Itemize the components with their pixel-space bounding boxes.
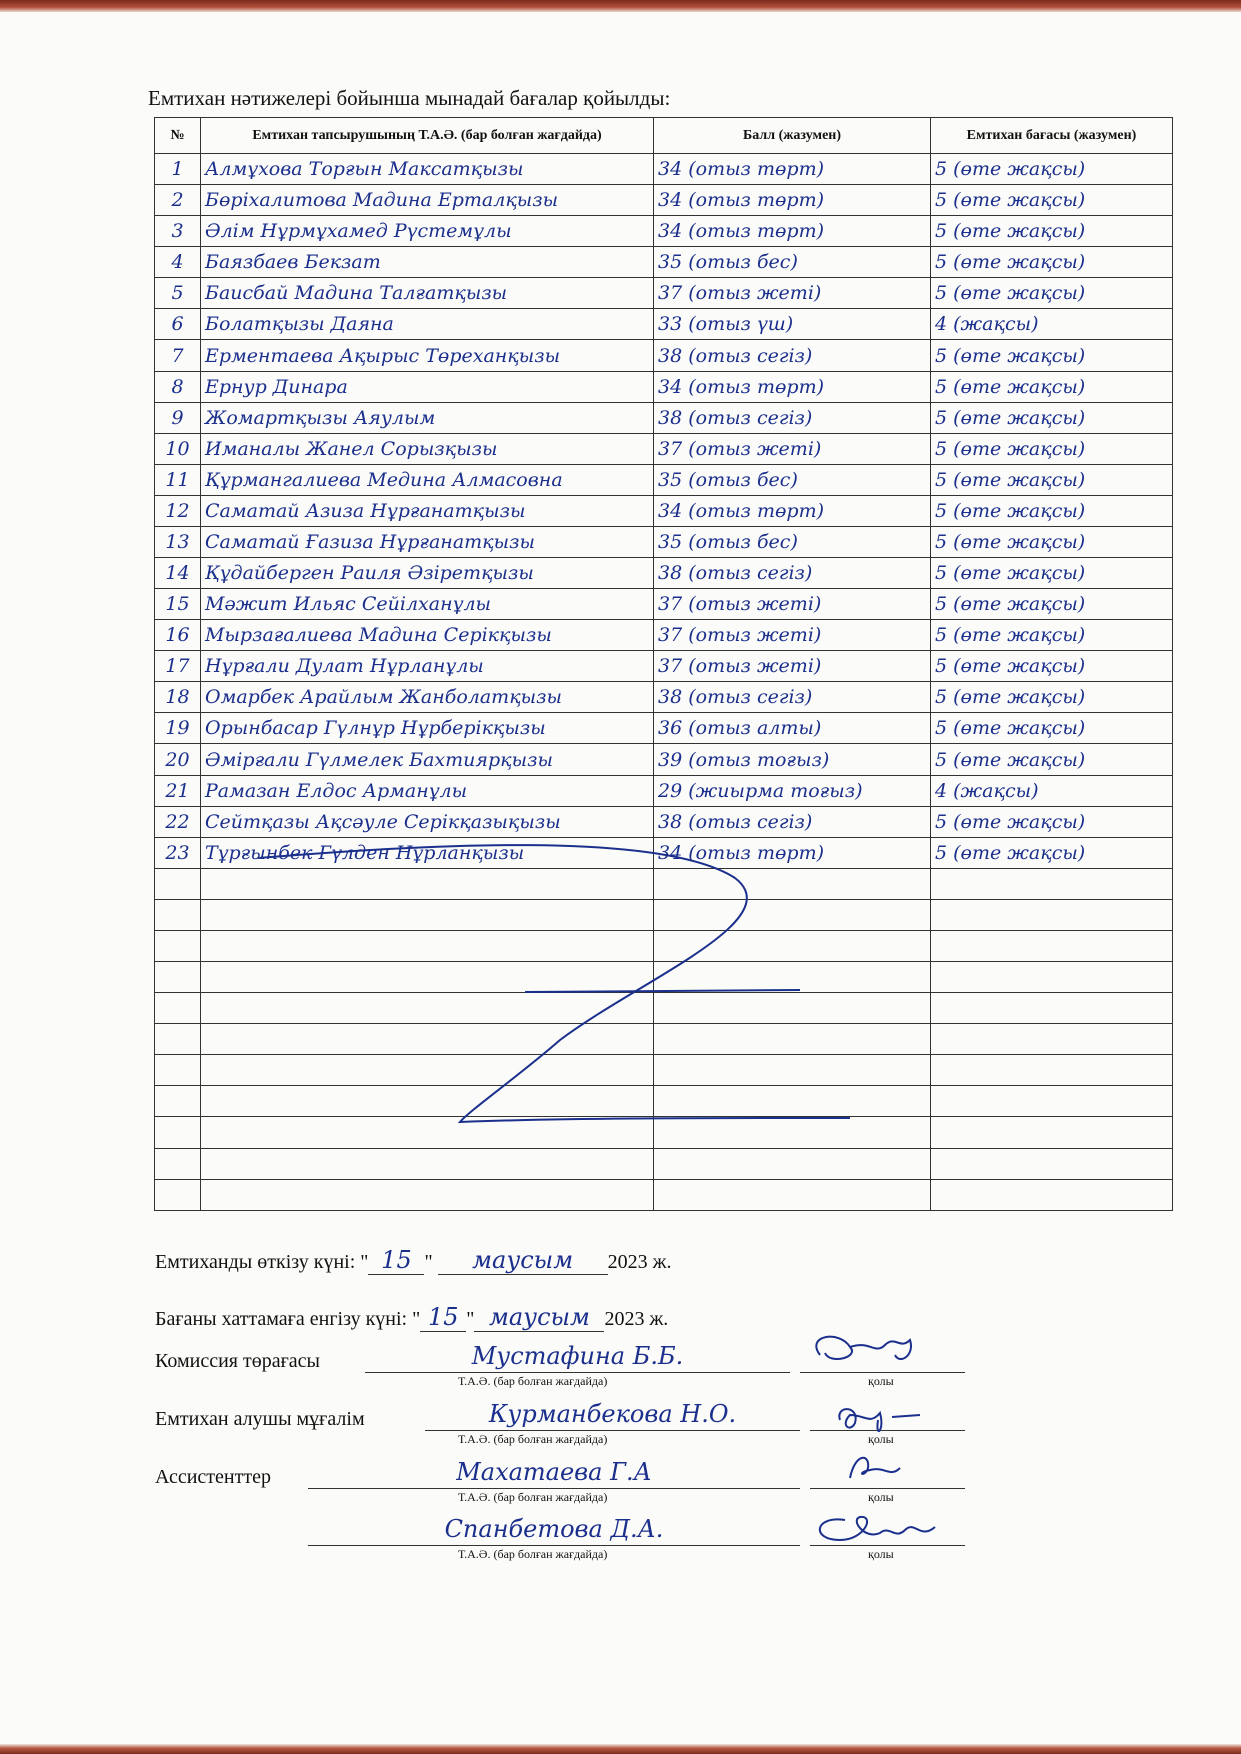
empty-cell bbox=[931, 899, 1173, 930]
empty-cell bbox=[931, 1148, 1173, 1179]
exam-date-year: 2023 ж. bbox=[607, 1251, 672, 1273]
student-name: Құрмангалиева Медина Алмасовна bbox=[201, 464, 654, 495]
row-number: 9 bbox=[155, 402, 201, 433]
student-name: Алмұхова Торғын Максатқызы bbox=[201, 154, 654, 185]
student-name: Орынбасар Гүлнұр Нұрберікқызы bbox=[201, 713, 654, 744]
chair-label: Комиссия төрағасы bbox=[155, 1350, 320, 1372]
table-row bbox=[155, 154, 1173, 185]
quote-open: " bbox=[360, 1251, 369, 1273]
chair-name-field bbox=[365, 1342, 790, 1373]
empty-row bbox=[155, 868, 1173, 899]
empty-cell bbox=[155, 1055, 201, 1086]
bottom-edge bbox=[0, 1744, 1241, 1754]
student-name: Баисбай Мадина Талғатқызы bbox=[201, 278, 654, 309]
student-name: Құдайберген Раиля Әзіретқызы bbox=[201, 558, 654, 589]
score-cell: 35 (отыз бес) bbox=[654, 464, 931, 495]
row-number: 20 bbox=[155, 744, 201, 775]
score-cell: 34 (отыз төрт) bbox=[654, 216, 931, 247]
table-row bbox=[155, 713, 1173, 744]
row-number: 4 bbox=[155, 247, 201, 278]
grade-cell: 5 (өте жақсы) bbox=[931, 154, 1173, 185]
score-cell: 37 (отыз жеті) bbox=[654, 651, 931, 682]
assistant1-name: Махатаева Г.А bbox=[456, 1458, 652, 1486]
table-row bbox=[155, 744, 1173, 775]
student-name: Мәжит Ильяс Сейілханұлы bbox=[201, 589, 654, 620]
empty-row bbox=[155, 1086, 1173, 1117]
table-row bbox=[155, 185, 1173, 216]
teacher-sign-caption: қолы bbox=[868, 1432, 894, 1446]
grade-cell: 5 (өте жақсы) bbox=[931, 558, 1173, 589]
assistant1-sign-caption: қолы bbox=[868, 1490, 894, 1504]
header-score: Балл (жазумен) bbox=[654, 118, 931, 154]
empty-cell bbox=[201, 930, 654, 961]
empty-row bbox=[155, 962, 1173, 993]
empty-row bbox=[155, 1055, 1173, 1086]
empty-cell bbox=[201, 962, 654, 993]
chair-name: Мустафина Б.Б. bbox=[471, 1342, 684, 1370]
score-cell: 33 (отыз үш) bbox=[654, 309, 931, 340]
entry-date-month: маусым bbox=[474, 1303, 604, 1332]
row-number: 15 bbox=[155, 589, 201, 620]
teacher-name: Курманбекова Н.О. bbox=[488, 1400, 737, 1428]
exam-date-day: 15 bbox=[368, 1246, 424, 1275]
empty-cell bbox=[155, 899, 201, 930]
student-name: Омарбек Арайлым Жанболатқызы bbox=[201, 682, 654, 713]
empty-row bbox=[155, 993, 1173, 1024]
grade-cell: 5 (өте жақсы) bbox=[931, 278, 1173, 309]
chair-fio-caption: Т.А.Ә. (бар болған жағдайда) bbox=[458, 1374, 608, 1388]
teacher-label: Емтихан алушы мұғалім bbox=[155, 1408, 365, 1430]
student-name: Сейтқазы Ақсәуле Серікқазықызы bbox=[201, 806, 654, 837]
row-number: 18 bbox=[155, 682, 201, 713]
empty-cell bbox=[654, 962, 931, 993]
table-row bbox=[155, 247, 1173, 278]
score-cell: 38 (отыз сегіз) bbox=[654, 806, 931, 837]
student-name: Нұрғали Дулат Нұрланұлы bbox=[201, 651, 654, 682]
empty-cell bbox=[654, 868, 931, 899]
score-cell: 34 (отыз төрт) bbox=[654, 837, 931, 868]
table-row bbox=[155, 775, 1173, 806]
score-cell: 37 (отыз жеті) bbox=[654, 278, 931, 309]
score-cell: 34 (отыз төрт) bbox=[654, 371, 931, 402]
exam-date-label: Емтиханды өткізу күні: bbox=[155, 1251, 356, 1273]
score-cell: 29 (жиырма тоғыз) bbox=[654, 775, 931, 806]
row-number: 17 bbox=[155, 651, 201, 682]
empty-cell bbox=[201, 1148, 654, 1179]
empty-cell bbox=[201, 993, 654, 1024]
empty-cell bbox=[155, 868, 201, 899]
quote-open: " bbox=[412, 1308, 421, 1330]
empty-cell bbox=[654, 1024, 931, 1055]
empty-cell bbox=[931, 868, 1173, 899]
chair-sign-caption: қолы bbox=[868, 1374, 894, 1388]
table-row bbox=[155, 340, 1173, 371]
score-cell: 37 (отыз жеті) bbox=[654, 433, 931, 464]
score-cell: 35 (отыз бес) bbox=[654, 526, 931, 557]
grade-cell: 5 (өте жақсы) bbox=[931, 682, 1173, 713]
student-name: Рамазан Елдос Арманұлы bbox=[201, 775, 654, 806]
table-row bbox=[155, 371, 1173, 402]
table-row bbox=[155, 837, 1173, 868]
score-cell: 38 (отыз сегіз) bbox=[654, 402, 931, 433]
row-number: 12 bbox=[155, 495, 201, 526]
row-number: 11 bbox=[155, 464, 201, 495]
table-body bbox=[155, 154, 1173, 1211]
empty-cell bbox=[155, 1117, 201, 1148]
entry-date-year: 2023 ж. bbox=[604, 1308, 669, 1330]
empty-cell bbox=[155, 1086, 201, 1117]
row-number: 22 bbox=[155, 806, 201, 837]
quote-close: " bbox=[424, 1251, 433, 1273]
header-number: № bbox=[155, 118, 201, 154]
empty-cell bbox=[155, 962, 201, 993]
grade-cell: 5 (өте жақсы) bbox=[931, 371, 1173, 402]
row-number: 3 bbox=[155, 216, 201, 247]
empty-row bbox=[155, 1148, 1173, 1179]
score-cell: 39 (отыз тоғыз) bbox=[654, 744, 931, 775]
assistant2-name: Спанбетова Д.А. bbox=[444, 1515, 664, 1543]
score-cell: 34 (отыз төрт) bbox=[654, 185, 931, 216]
student-name: Баязбаев Бекзат bbox=[201, 247, 654, 278]
table-row bbox=[155, 620, 1173, 651]
table-header-row bbox=[155, 118, 1173, 154]
empty-cell bbox=[654, 1055, 931, 1086]
grade-cell: 5 (өте жақсы) bbox=[931, 247, 1173, 278]
student-name: Саматай Азиза Нұрғанатқызы bbox=[201, 495, 654, 526]
row-number: 23 bbox=[155, 837, 201, 868]
grade-cell: 5 (өте жақсы) bbox=[931, 433, 1173, 464]
table-row bbox=[155, 433, 1173, 464]
row-number: 10 bbox=[155, 433, 201, 464]
score-cell: 38 (отыз сегіз) bbox=[654, 558, 931, 589]
empty-cell bbox=[201, 868, 654, 899]
empty-cell bbox=[931, 962, 1173, 993]
grade-cell: 4 (жақсы) bbox=[931, 775, 1173, 806]
assistants-label: Ассистенттер bbox=[155, 1466, 271, 1488]
grade-cell: 5 (өте жақсы) bbox=[931, 837, 1173, 868]
exam-date-line bbox=[155, 1246, 671, 1275]
empty-row bbox=[155, 899, 1173, 930]
student-name: Мырзағалиева Мадина Серікқызы bbox=[201, 620, 654, 651]
teacher-name-field bbox=[425, 1400, 800, 1431]
row-number: 5 bbox=[155, 278, 201, 309]
score-cell: 38 (отыз сегіз) bbox=[654, 682, 931, 713]
empty-cell bbox=[201, 1055, 654, 1086]
grade-cell: 5 (өте жақсы) bbox=[931, 185, 1173, 216]
score-cell: 35 (отыз бес) bbox=[654, 247, 931, 278]
score-cell: 34 (отыз төрт) bbox=[654, 495, 931, 526]
empty-cell bbox=[654, 1148, 931, 1179]
assistant1-signature bbox=[840, 1448, 920, 1488]
row-number: 2 bbox=[155, 185, 201, 216]
assistant2-fio-caption: Т.А.Ә. (бар болған жағдайда) bbox=[458, 1547, 608, 1561]
table-row bbox=[155, 495, 1173, 526]
empty-cell bbox=[654, 899, 931, 930]
student-name: Тұрғынбек Гүлден Нұрланқызы bbox=[201, 837, 654, 868]
top-edge bbox=[0, 0, 1241, 12]
empty-cell bbox=[201, 1117, 654, 1148]
row-number: 21 bbox=[155, 775, 201, 806]
table-row bbox=[155, 589, 1173, 620]
empty-cell bbox=[931, 993, 1173, 1024]
grade-cell: 5 (өте жақсы) bbox=[931, 216, 1173, 247]
student-name: Саматай Ғазиза Нұрғанатқызы bbox=[201, 526, 654, 557]
grade-cell: 5 (өте жақсы) bbox=[931, 340, 1173, 371]
empty-cell bbox=[654, 1117, 931, 1148]
empty-row bbox=[155, 930, 1173, 961]
empty-cell bbox=[155, 1024, 201, 1055]
table-row bbox=[155, 806, 1173, 837]
assistant2-name-field bbox=[308, 1515, 800, 1546]
empty-cell bbox=[654, 1179, 931, 1210]
entry-date-label: Бағаны хаттамаға енгізу күні: bbox=[155, 1308, 408, 1330]
grade-cell: 5 (өте жақсы) bbox=[931, 589, 1173, 620]
row-number: 7 bbox=[155, 340, 201, 371]
grade-cell: 5 (өте жақсы) bbox=[931, 713, 1173, 744]
row-number: 1 bbox=[155, 154, 201, 185]
score-cell: 37 (отыз жеті) bbox=[654, 589, 931, 620]
score-cell: 34 (отыз төрт) bbox=[654, 154, 931, 185]
student-name: Жомартқызы Аяулым bbox=[201, 402, 654, 433]
entry-date-line bbox=[155, 1303, 668, 1332]
assistant2-signature bbox=[805, 1505, 955, 1550]
assistant1-fio-caption: Т.А.Ә. (бар болған жағдайда) bbox=[458, 1490, 608, 1504]
table-row bbox=[155, 216, 1173, 247]
assistant2-sign-caption: қолы bbox=[868, 1547, 894, 1561]
table-row bbox=[155, 651, 1173, 682]
grade-cell: 5 (өте жақсы) bbox=[931, 651, 1173, 682]
student-name: Бөрiхалитова Мадина Ерталқызы bbox=[201, 185, 654, 216]
empty-cell bbox=[931, 1179, 1173, 1210]
empty-cell bbox=[654, 993, 931, 1024]
teacher-signature bbox=[830, 1395, 940, 1445]
score-cell: 36 (отыз алты) bbox=[654, 713, 931, 744]
grade-cell: 5 (өте жақсы) bbox=[931, 744, 1173, 775]
student-name: Әлім Нұрмұхамед Рүстемұлы bbox=[201, 216, 654, 247]
student-name: Ерментаева Ақырыс Төреханқызы bbox=[201, 340, 654, 371]
empty-cell bbox=[201, 1179, 654, 1210]
row-number: 16 bbox=[155, 620, 201, 651]
score-cell: 38 (отыз сегіз) bbox=[654, 340, 931, 371]
teacher-fio-caption: Т.А.Ә. (бар болған жағдайда) bbox=[458, 1432, 608, 1446]
empty-cell bbox=[201, 1024, 654, 1055]
header-name: Емтихан тапсырушының Т.А.Ә. (бар болған жағдайда) bbox=[201, 118, 654, 154]
student-name: Ернур Динара bbox=[201, 371, 654, 402]
empty-row bbox=[155, 1024, 1173, 1055]
assistant1-name-field bbox=[308, 1458, 800, 1489]
table-row bbox=[155, 278, 1173, 309]
grade-cell: 5 (өте жақсы) bbox=[931, 526, 1173, 557]
empty-cell bbox=[155, 1179, 201, 1210]
empty-cell bbox=[654, 1086, 931, 1117]
table-row bbox=[155, 558, 1173, 589]
student-name: Болатқызы Даяна bbox=[201, 309, 654, 340]
empty-cell bbox=[155, 993, 201, 1024]
empty-cell bbox=[201, 899, 654, 930]
grade-cell: 5 (өте жақсы) bbox=[931, 806, 1173, 837]
grade-cell: 5 (өте жақсы) bbox=[931, 402, 1173, 433]
student-name: Әмірғали Гүлмелек Бахтиярқызы bbox=[201, 744, 654, 775]
table-row bbox=[155, 402, 1173, 433]
table-row bbox=[155, 464, 1173, 495]
exam-date-month: маусым bbox=[438, 1246, 608, 1275]
empty-cell bbox=[931, 1086, 1173, 1117]
page-heading: Емтихан нәтижелері бойынша мынадай бағалар қойылды: bbox=[148, 86, 671, 110]
entry-date-day: 15 bbox=[420, 1303, 466, 1332]
student-name: Иманалы Жанел Сорызқызы bbox=[201, 433, 654, 464]
grade-cell: 5 (өте жақсы) bbox=[931, 464, 1173, 495]
header-grade: Емтихан бағасы (жазумен) bbox=[931, 118, 1173, 154]
table-row bbox=[155, 526, 1173, 557]
row-number: 19 bbox=[155, 713, 201, 744]
table-row bbox=[155, 309, 1173, 340]
quote-close: " bbox=[466, 1308, 475, 1330]
empty-cell bbox=[155, 1148, 201, 1179]
grade-cell: 4 (жақсы) bbox=[931, 309, 1173, 340]
grade-cell: 5 (өте жақсы) bbox=[931, 620, 1173, 651]
empty-row bbox=[155, 1117, 1173, 1148]
empty-cell bbox=[654, 930, 931, 961]
empty-cell bbox=[155, 930, 201, 961]
chair-signature bbox=[800, 1325, 940, 1375]
empty-cell bbox=[931, 1117, 1173, 1148]
empty-cell bbox=[931, 1055, 1173, 1086]
empty-cell bbox=[931, 930, 1173, 961]
row-number: 6 bbox=[155, 309, 201, 340]
table-row bbox=[155, 682, 1173, 713]
results-table bbox=[154, 117, 1173, 1211]
score-cell: 37 (отыз жеті) bbox=[654, 620, 931, 651]
grade-cell: 5 (өте жақсы) bbox=[931, 495, 1173, 526]
row-number: 14 bbox=[155, 558, 201, 589]
empty-cell bbox=[201, 1086, 654, 1117]
row-number: 8 bbox=[155, 371, 201, 402]
empty-row bbox=[155, 1179, 1173, 1210]
empty-cell bbox=[931, 1024, 1173, 1055]
row-number: 13 bbox=[155, 526, 201, 557]
